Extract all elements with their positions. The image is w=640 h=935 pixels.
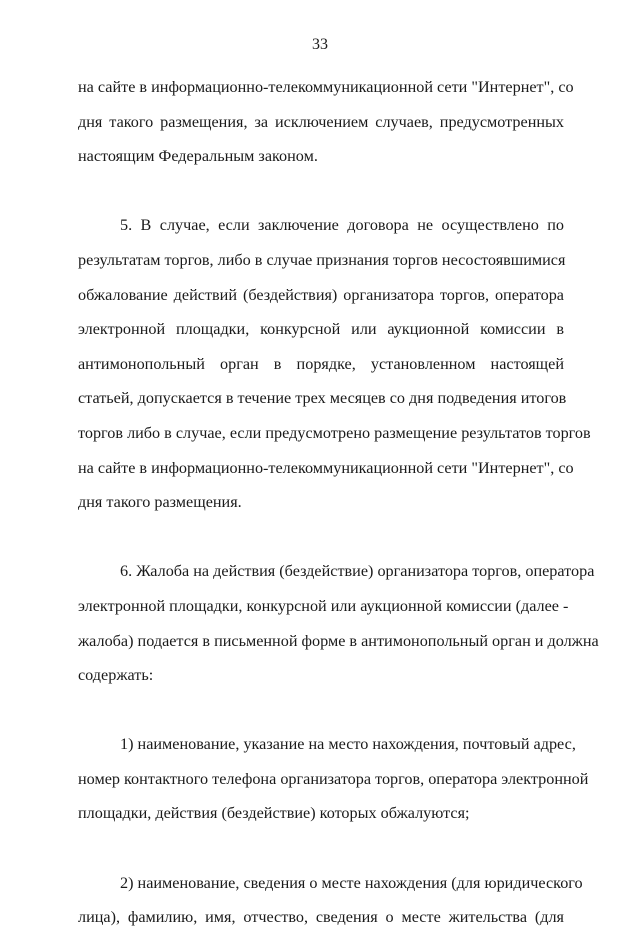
paragraph-6-first-line: 6. Жалоба на действия (бездействие) организатора торгов, оператора [120, 562, 595, 581]
text-line: содержать: [78, 666, 154, 685]
text-line: номер контактного телефона организатора торгов, оператора электронной [78, 769, 589, 788]
text-line: обжалование действий (бездействия) организатора торгов, оператора [78, 285, 564, 304]
document-text [78, 70, 599, 935]
paragraph-5-first-line: 5. В случае, если заключение договора не осуществлено по [120, 216, 564, 235]
list-item-1-first-line: 1) наименование, указание на место нахождения, почтовый адрес, [120, 735, 576, 754]
text-line: на сайте в информационно-телекоммуникационной сети "Интернет", со [78, 78, 574, 96]
paragraph-gap [78, 520, 564, 555]
text-line: настоящим Федеральным законом. [78, 147, 318, 166]
text-line: торгов либо в случае, если предусмотрено размещение результатов торгов [78, 423, 591, 442]
text-line: дня такого размещения. [78, 493, 242, 512]
text-line: площадки, действия (бездействие) которых обжалуются; [78, 804, 470, 823]
text-line: жалоба) подается в письменной форме в антимонопольный орган и должна [78, 631, 599, 650]
text-line: дня такого размещения, за исключением случаев, предусмотренных [78, 112, 564, 131]
text-line: лица), фамилию, имя, отчество, сведения о месте жительства (для [78, 908, 564, 927]
text-line: результатам торгов, либо в случае признания торгов несостоявшимися [78, 250, 566, 269]
text-line: электронной площадки, конкурсной или аукционной комиссии (далее - [78, 596, 569, 615]
text-line: антимонопольный орган в порядке, установленном настоящей [78, 354, 564, 373]
paragraph-gap [78, 174, 564, 209]
paragraph-gap [78, 831, 564, 866]
list-item-2-first-line: 2) наименование, сведения о месте нахождения (для юридического [120, 873, 583, 892]
text-line: на сайте в информационно-телекоммуникационной сети "Интернет", со [78, 458, 574, 477]
text-line: статьей, допускается в течение трех месяцев со дня подведения итогов [78, 389, 567, 408]
text-line: электронной площадки, конкурсной или аукционной комиссии в [78, 320, 564, 339]
page-number: 33 [312, 36, 328, 53]
paragraph-gap [78, 693, 564, 728]
